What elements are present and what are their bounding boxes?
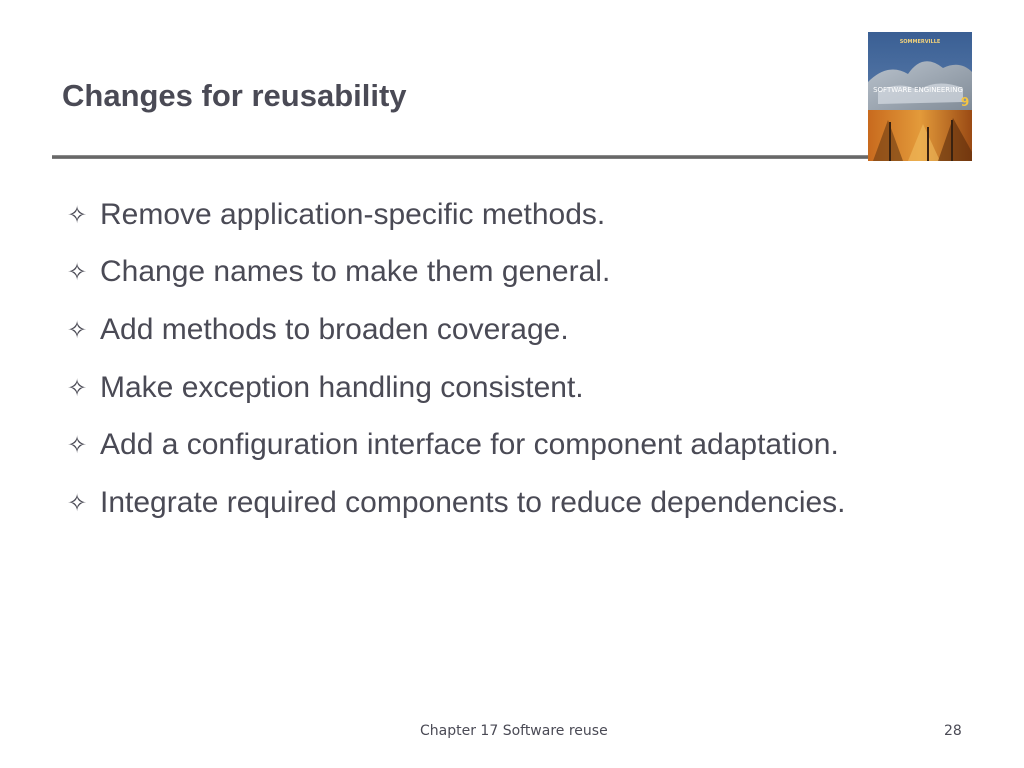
four-pointed-star-icon: ✧ — [66, 258, 88, 287]
page-number: 28 — [944, 723, 962, 739]
book-cover-image — [868, 32, 972, 161]
book-cover-title: SOFTWARE ENGINEERING — [873, 86, 963, 94]
bullet-item — [62, 359, 846, 417]
four-pointed-star-icon: ✧ — [66, 315, 88, 344]
four-pointed-star-icon: ✧ — [66, 431, 88, 460]
slide-title: Changes for reusability — [62, 78, 407, 113]
bullet-text: Add a configuration interface for component adaptation. — [100, 428, 839, 462]
bullet-text: Change names to make them general. — [100, 255, 611, 289]
four-pointed-star-icon: ✧ — [66, 488, 88, 517]
bullet-item — [62, 244, 846, 302]
book-cover-art — [868, 32, 972, 161]
bullet-text: Remove application-specific methods. — [100, 197, 606, 231]
four-pointed-star-icon: ✧ — [66, 373, 88, 402]
bullet-text: Integrate required components to reduce dependencies. — [100, 485, 846, 519]
bullet-text: Add methods to broaden coverage. — [100, 312, 569, 346]
bullet-item — [62, 301, 846, 359]
bullet-list — [62, 186, 846, 532]
bullet-item — [62, 186, 846, 244]
bullet-text: Make exception handling consistent. — [100, 370, 584, 404]
title-divider — [52, 155, 869, 159]
footer-chapter-label: Chapter 17 Software reuse — [420, 723, 608, 739]
book-cover-edition: 9 — [960, 95, 970, 109]
book-cover-author: SOMMERVILLE — [899, 39, 941, 45]
four-pointed-star-icon: ✧ — [66, 200, 88, 229]
bullet-item — [62, 474, 846, 532]
bullet-item — [62, 416, 846, 474]
